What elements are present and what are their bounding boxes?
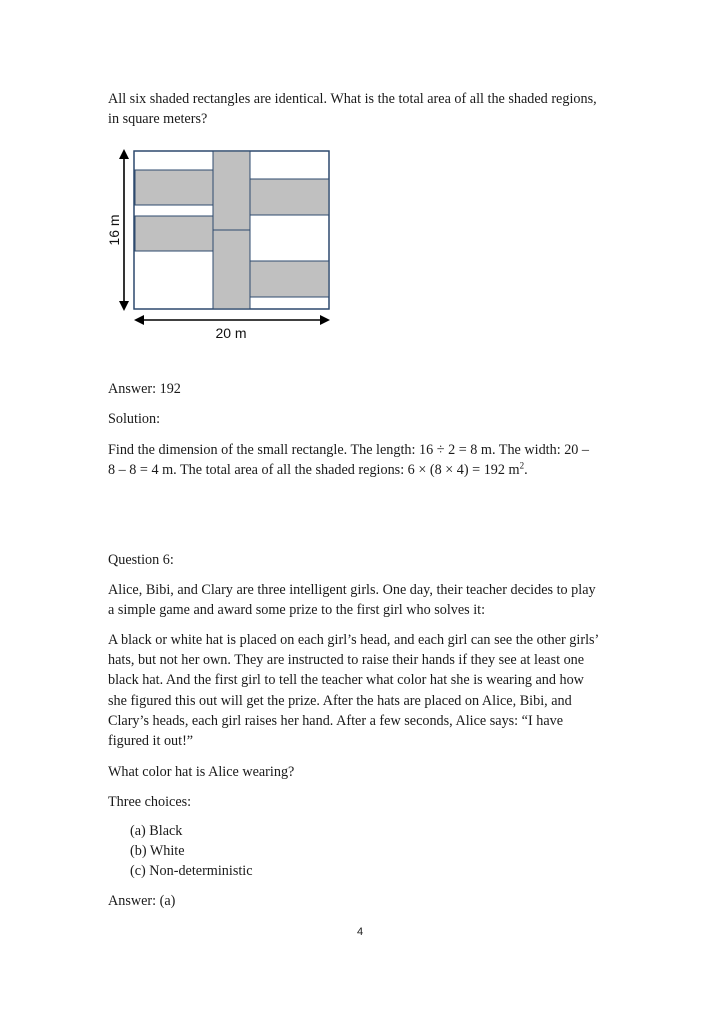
shaded-rectangle-6 [250, 261, 329, 297]
shaded-rectangle-1 [135, 170, 213, 205]
question-intro-line-1: Alice, Bibi, and Clary are three intelligent girls. One day, their teacher decides to play [108, 582, 596, 598]
rectangle-diagram [100, 140, 340, 350]
solution-superscript: 2 [519, 460, 525, 471]
solution-line-1: Find the dimension of the small rectangle. The length: 16 ÷ 2 = 8 m. The width: 20 – [108, 442, 590, 458]
choice-item: (c) Non-deterministic [130, 863, 253, 879]
choices-list [130, 821, 253, 881]
height-arrow-bottom-head [119, 301, 129, 311]
solution-line-2 [108, 460, 613, 480]
page-number: 4 [356, 926, 364, 938]
width-label: 20 m [215, 325, 247, 341]
height-arrow-top-head [119, 149, 129, 159]
question-body-line: she figured this out will get the prize. After the hats are placed on Alice, Bibi, and [108, 693, 572, 709]
shaded-rectangle-3 [213, 151, 250, 230]
question-prompt: What color hat is Alice wearing? [108, 764, 295, 780]
question-body-line: A black or white hat is placed on each girl’s head, and each girl can see the other girls’ [108, 632, 600, 648]
question-body-line: figured it out!” [108, 733, 194, 749]
question-intro-line-2: a simple game and award some prize to the first girl who solves it: [108, 602, 486, 618]
question-body-line: hats, but not her own. They are instructed to raise their hands if they see at least one [108, 652, 585, 668]
question-answer: Answer: (a) [108, 893, 176, 909]
height-label: 16 m [106, 214, 122, 246]
shaded-rectangle-4 [213, 230, 250, 309]
choice-item: (a) Black [130, 823, 183, 839]
solution-heading: Solution: [108, 411, 161, 427]
question-body-line: black hat. And the first girl to tell the teacher what color hat she is wearing and how [108, 672, 584, 688]
choice-item: (b) White [130, 843, 185, 859]
shaded-rectangle-5 [250, 179, 329, 215]
choices-heading: Three choices: [108, 794, 192, 810]
width-arrow-left-head [134, 315, 144, 325]
shaded-rectangle-2 [135, 216, 213, 251]
question-body-line: Clary’s heads, each girl raises her hand. After a few seconds, Alice says: “I have [108, 713, 564, 729]
solution-line-2-end: . [524, 462, 528, 478]
rectangle-figure [100, 140, 340, 350]
problem-answer: Answer: 192 [108, 381, 181, 397]
problem-question-line-1: All six shaded rectangles are identical. What is the total area of all the shaded regions, [108, 91, 597, 107]
question-heading: Question 6: [108, 552, 174, 568]
problem-question-line-2: in square meters? [108, 111, 208, 127]
width-arrow-right-head [320, 315, 330, 325]
solution-line-2-text: 8 – 8 = 4 m. The total area of all the shaded regions: 6 × (8 × 4) = 192 m [108, 462, 520, 478]
